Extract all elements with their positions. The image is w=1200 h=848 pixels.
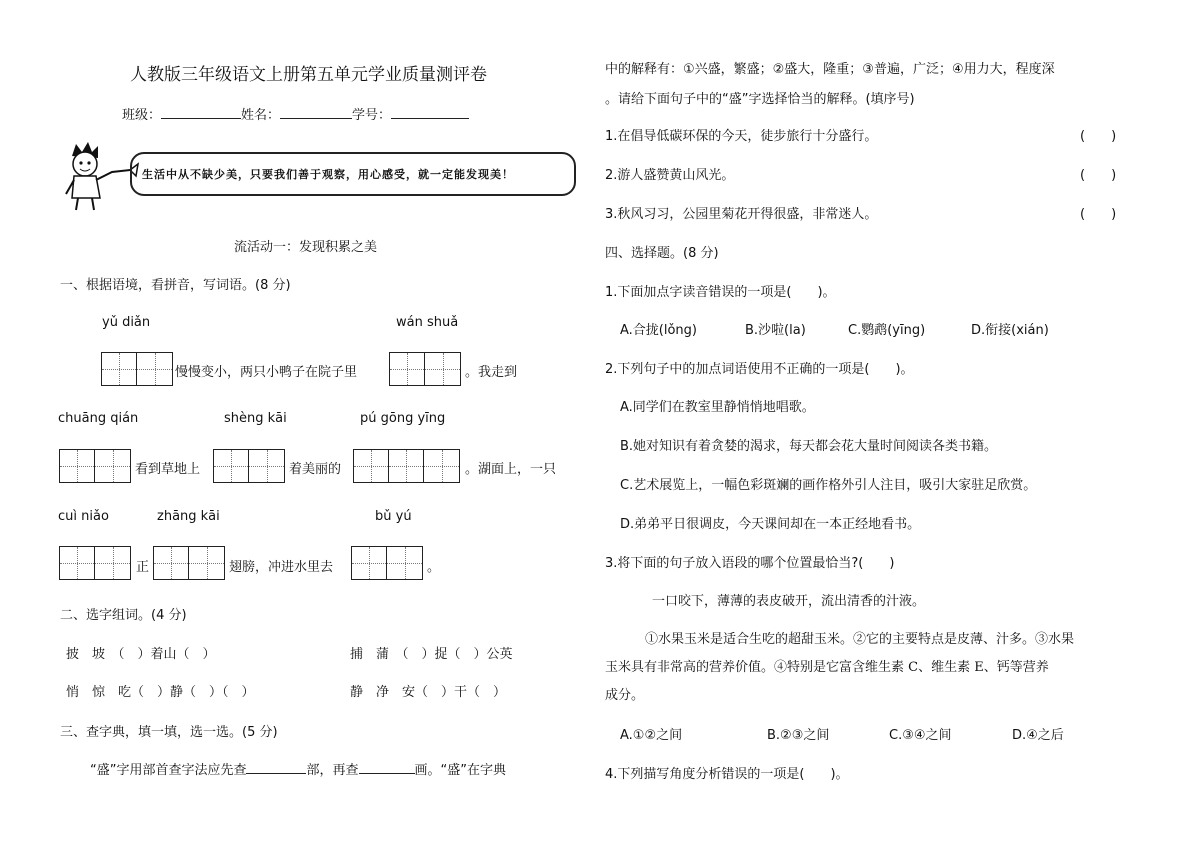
passage-line: 成分。 (605, 688, 645, 703)
question-3: 3.将下面的句子放入语段的哪个位置最恰当?( ) (605, 556, 895, 571)
section-4-heading: 四、选择题。(8 分) (605, 246, 719, 261)
writing-grid[interactable] (351, 546, 423, 580)
answer-paren[interactable]: ( ) (1080, 168, 1117, 183)
writing-grid[interactable] (389, 352, 461, 386)
question-text: 部，再查 (306, 763, 359, 778)
sentence-text: 。 (427, 560, 441, 575)
dictionary-question (90, 759, 506, 778)
writing-grid[interactable] (101, 352, 173, 386)
fill-item: 3.秋风习习，公园里菊花开得很盛，非常迷人。 (605, 207, 878, 222)
fill-item: 1.在倡导低碳环保的今天，徒步旅行十分盛行。 (605, 129, 878, 144)
option-a[interactable]: A.合拢(lǒng) (620, 323, 697, 338)
writing-grid[interactable] (59, 449, 131, 483)
option-a[interactable]: A.①②之间 (620, 728, 683, 743)
answer-paren[interactable]: ( ) (1080, 207, 1117, 222)
sentence-text: 。湖面上，一只 (465, 462, 557, 477)
pinyin-label: chuāng qián (58, 411, 139, 426)
writing-grid[interactable] (153, 546, 225, 580)
option-c[interactable]: C.鹦鹉(yīng) (848, 323, 926, 338)
name-label: 姓名： (241, 108, 281, 123)
section-3-heading: 三、查字典，填一填，选一选。(5 分) (60, 725, 278, 740)
pinyin-label: zhāng kāi (157, 509, 220, 524)
pinyin-label: yǔ diǎn (102, 315, 151, 330)
option-a[interactable]: A.同学们在教室里静悄悄地唱歌。 (620, 400, 815, 415)
dictionary-meanings: 中的解释有：①兴盛，繁盛；②盛大，隆重；③普遍，广泛；④用力大，程度深 (605, 62, 1055, 77)
writing-grid[interactable] (213, 449, 285, 483)
slogan-text: 生活中从不缺少美，只要我们善于观察，用心感受，就一定能发现美！ (142, 168, 514, 181)
sentence-text: 正 (136, 560, 150, 575)
answer-blank[interactable] (359, 759, 415, 774)
activity-title: 流活动一：发现积累之美 (234, 240, 378, 255)
passage-line: ①水果玉米是适合生吃的超甜玉米。②它的主要特点是皮薄、汁多。③水果 (645, 632, 1075, 647)
pinyin-label: cuì niǎo (58, 509, 109, 524)
section-2-heading: 二、选字组词。(4 分) (60, 608, 187, 623)
passage-line: 玉米具有非常高的营养价值。④特别是它富含维生素 C、维生素 E、钙等营养 (605, 660, 1049, 675)
question-text: “盛”字用部首查字法应先查 (90, 763, 247, 778)
writing-grid[interactable] (353, 449, 460, 483)
pinyin-label: pú gōng yīng (360, 411, 446, 426)
option-d[interactable]: D.弟弟平日很调皮，今天课间却在一本正经地看书。 (620, 517, 921, 532)
class-field[interactable] (161, 104, 241, 119)
sentence-text: 。我走到 (465, 365, 518, 380)
writing-grid[interactable] (59, 546, 131, 580)
word-choice-item: 悄 惊 吃（ ）静（ ）（ ） (66, 685, 255, 700)
option-c[interactable]: C.③④之间 (889, 728, 952, 743)
page-title: 人教版三年级语文上册第五单元学业质量测评卷 (130, 65, 487, 85)
pinyin-label: bǔ yú (375, 509, 412, 524)
sentence-text: 翅膀，冲进水里去 (229, 560, 334, 575)
pinyin-label: wán shuǎ (396, 315, 459, 330)
option-b[interactable]: B.沙啦(la) (745, 323, 806, 338)
question-2: 2.下列句子中的加点词语使用不正确的一项是( )。 (605, 362, 914, 377)
dictionary-instruction: 。请给下面句子中的“盛”字选择恰当的解释。(填序号) (605, 92, 915, 107)
sentence-text: 着美丽的 (289, 462, 342, 477)
section-1-heading: 一、根据语境，看拼音，写词语。(8 分) (60, 278, 291, 293)
student-info-row (122, 104, 469, 123)
word-choice-item: 静 净 安（ ）干（ ） (350, 685, 507, 700)
question-text: 画。“盛”在字典 (414, 763, 506, 778)
word-choice-item: 披 坡 （ ）着山（ ） (66, 647, 216, 662)
name-field[interactable] (280, 104, 352, 119)
option-d[interactable]: D.④之后 (1012, 728, 1064, 743)
student-id-field[interactable] (391, 104, 469, 119)
option-b[interactable]: B.②③之间 (767, 728, 830, 743)
sentence-text: 看到草地上 (135, 462, 201, 477)
option-c[interactable]: C.艺术展览上，一幅色彩斑斓的画作格外引人注目，吸引大家驻足欣赏。 (620, 478, 1037, 493)
class-label: 班级： (122, 108, 162, 123)
question-1: 1.下面加点字读音错误的一项是( )。 (605, 285, 836, 300)
insert-sentence: 一口咬下，薄薄的表皮破开，流出清香的汁液。 (652, 594, 926, 609)
word-choice-item: 捕 蒲 （ ）捉（ ）公英 (350, 647, 513, 662)
id-label: 学号： (352, 108, 392, 123)
option-b[interactable]: B.她对知识有着贪婪的渴求，每天都会花大量时间阅读各类书籍。 (620, 439, 998, 454)
question-4: 4.下列描写角度分析错误的一项是( )。 (605, 767, 849, 782)
answer-blank[interactable] (246, 759, 306, 774)
sentence-text: 慢慢变小，两只小鸭子在院子里 (175, 365, 358, 380)
pinyin-label: shèng kāi (224, 411, 287, 426)
answer-paren[interactable]: ( ) (1080, 129, 1117, 144)
option-d[interactable]: D.衔接(xián) (971, 323, 1049, 338)
fill-item: 2.游人盛赞黄山风光。 (605, 168, 735, 183)
